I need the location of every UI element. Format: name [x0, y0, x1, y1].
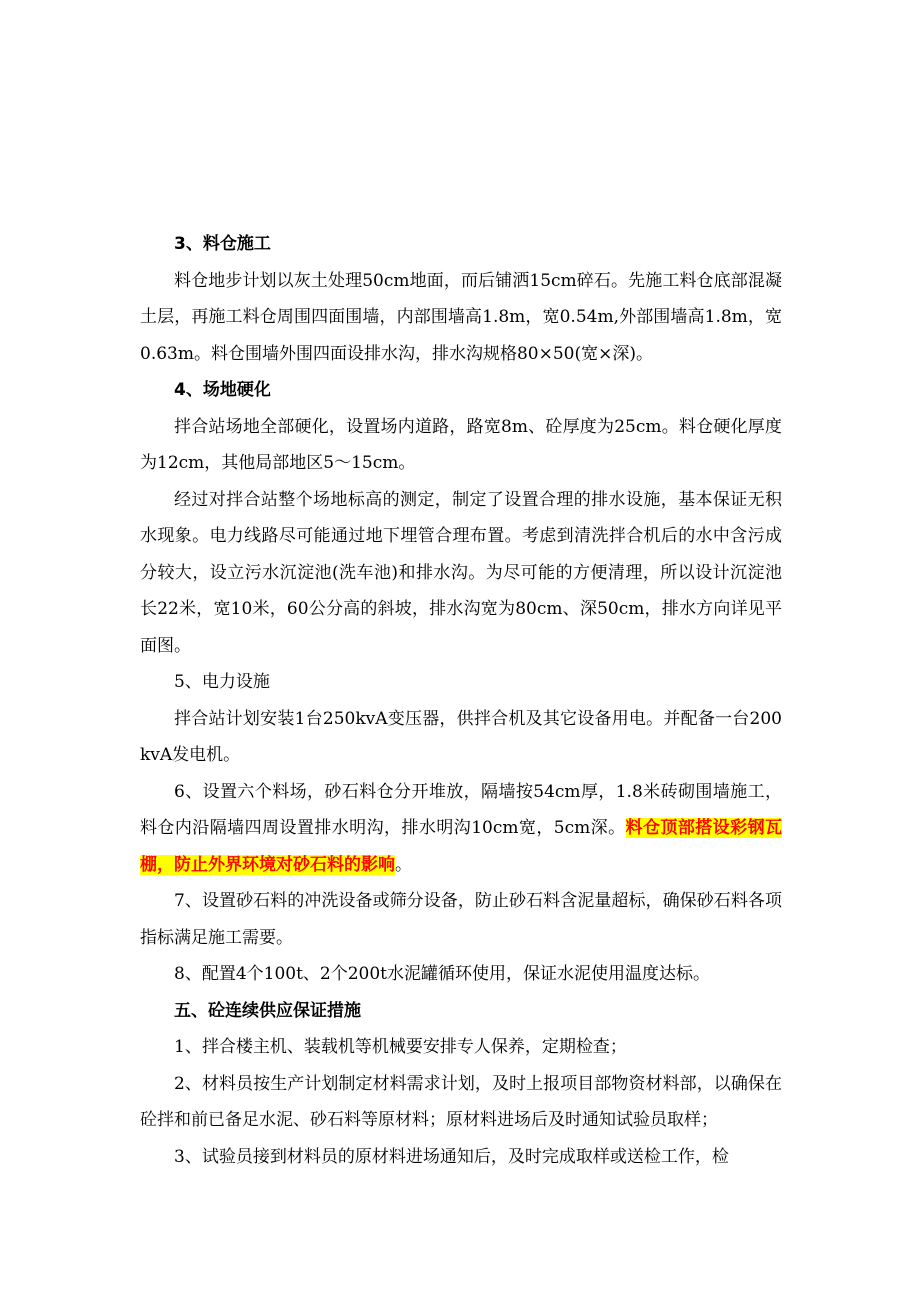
document-body — [140, 226, 782, 1175]
paragraph-tail: 。 — [395, 854, 412, 875]
paragraph: 经过对拌合站整个场地标高的测定，制定了设置合理的排水设施，基本保证无积水现象。电力线路尽可能通过地下埋管合理布置。考虑到清洗拌合机后的水中含污成分较大，设立污水沉淀池(洗车池)和排水沟。为尽可能的方便清理，所以设计沉淀池长22米，宽10米，60公分高的斜坡，排水沟宽为80cm、深50cm，排水方向详见平面图。 — [140, 489, 782, 656]
section-heading-supply: 五、砼连续供应保证措施 — [174, 1000, 361, 1021]
paragraph-power-heading: 5、电力设施 — [174, 672, 270, 692]
paragraph: 拌合站场地全部硬化，设置场内道路，路宽8m、砼厚度为25cm。料仓硬化厚度为12cm，其他局部地区5～15cm。 — [140, 416, 782, 473]
paragraph: 8、配置4个100t、2个200t水泥罐循环使用，保证水泥使用温度达标。 — [174, 964, 711, 984]
paragraph: 拌合站计划安装1台250kvA变压器，供拌合机及其它设备用电。并配备一台200kvA发电机。 — [140, 708, 782, 765]
paragraph: 料仓地步计划以灰土处理50cm地面，而后铺洒15cm碎石。先施工料仓底部混凝土层，再施工料仓周围四面围墙，内部围墙高1.8m，宽0.54m,外部围墙高1.8m，宽0.63m。料仓围墙外围四面设排水沟，排水沟规格80×50(宽×深)。 — [140, 270, 782, 364]
paragraph: 2、材料员按生产计划制定材料需求计划，及时上报项目部物资材料部，以确保在砼拌和前已备足水泥、砂石料等原材料；原材料进场后及时通知试验员取样； — [140, 1073, 782, 1130]
paragraph: 3、试验员接到材料员的原材料进场通知后，及时完成取样或送检工作，检 — [174, 1146, 729, 1167]
highlighted-text: 料仓顶部搭设彩钢瓦棚，防止外界环境对砂石料的影响 — [140, 818, 783, 875]
section-heading-silo: 3、料仓施工 — [174, 234, 271, 254]
paragraph-with-highlight — [140, 774, 782, 884]
paragraph-text: 6、设置六个料场，砂石料仓分开堆放，隔墙按54cm厚，1.8米砖砌围墙施工，料仓内沿隔墙四周设置排水明沟，排水明沟10cm宽，5cm深。 — [140, 781, 782, 838]
paragraph: 1、拌合楼主机、装载机等机械要安排专人保养，定期检查； — [174, 1037, 627, 1057]
section-heading-hardening: 4、场地硬化 — [174, 380, 271, 400]
paragraph: 7、设置砂石料的冲洗设备或筛分设备，防止砂石料含泥量超标，确保砂石料各项指标满足施工需要。 — [140, 891, 782, 948]
